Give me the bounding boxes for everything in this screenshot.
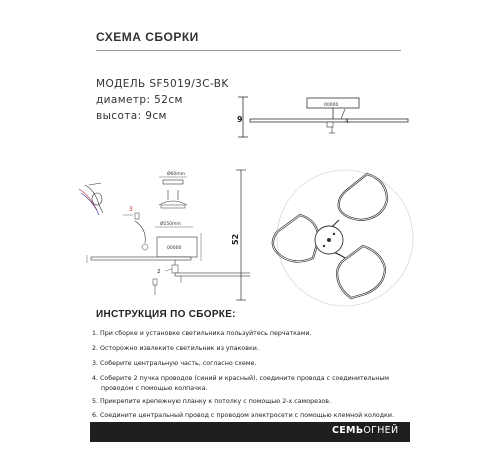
instruction-step-continued: проводом с помощью колпачка. — [101, 385, 208, 392]
diameter-dim-label: 52 — [231, 233, 240, 245]
instruction-step: 1. При сборке и установке светильника пользуйтесь перчатками. — [92, 330, 312, 337]
dim-60-label: Ø60mm — [167, 172, 186, 177]
dim-150-label: Ø150mm — [160, 222, 181, 227]
top-view-diagram — [225, 160, 415, 310]
instructions-title: ИНСТРУКЦИЯ ПО СБОРКЕ: — [96, 309, 236, 320]
brand-light: ОГНЕЙ — [363, 425, 399, 436]
instruction-step: 5. Прикрепите крепежную планку к потолку с помощью 2-х саморезов. — [92, 398, 331, 405]
instruction-step: 3. Соберите центральную часть, согласно схеме. — [92, 360, 257, 367]
instruction-step: 4. Соберите 2 пучка проводов (синий и красный), соедините провода с соединительным — [92, 375, 390, 382]
side-view-diagram — [225, 95, 425, 155]
instruction-step: 2. Осторожно извлеките светильник из упаковки. — [92, 345, 259, 352]
canopy-label-left: 00000 — [167, 246, 182, 251]
callout-3: 3 — [129, 206, 133, 213]
canopy-label-top: 00000 — [324, 103, 339, 108]
diameter-label: диаметр: 52см — [96, 94, 183, 106]
page-title: СХЕМА СБОРКИ — [96, 30, 199, 44]
callout-2: 2 — [157, 269, 161, 275]
brand-bold: СЕМЬ — [332, 425, 364, 436]
header-divider — [96, 50, 401, 51]
model-label: МОДЕЛЬ SF5019/3C-BK — [96, 78, 229, 90]
brand-logo — [332, 425, 398, 436]
height-dim-label: 9 — [237, 115, 243, 124]
callout-4-side: 4 — [345, 118, 349, 125]
assembly-diagram — [75, 165, 250, 300]
height-label: высота: 9см — [96, 110, 167, 122]
instruction-step: 6. Соедините центральный провод с проводом электросети с помощью клемной колодки. — [92, 412, 394, 419]
arm-shape — [250, 119, 408, 122]
